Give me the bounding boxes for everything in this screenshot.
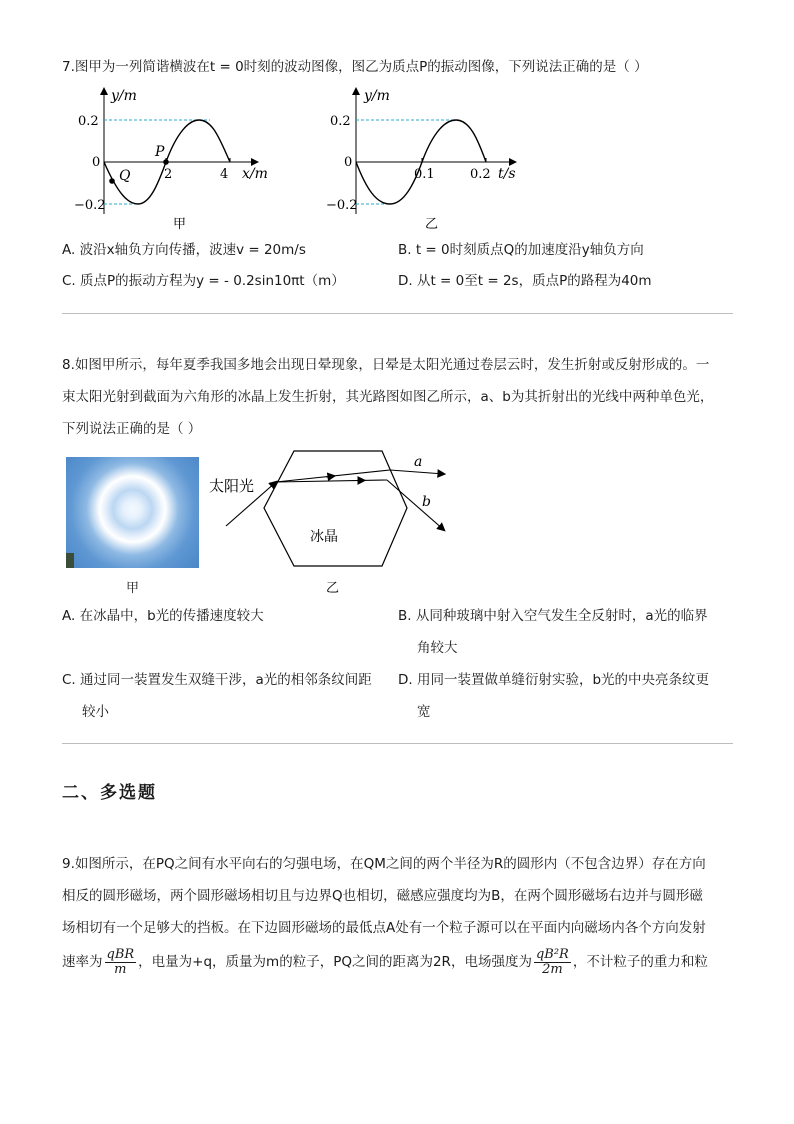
hexagon-crystal — [264, 451, 407, 566]
ray-b-label: b — [422, 494, 431, 510]
q8-stem-line3: 下列说法正确的是（ ） — [62, 421, 202, 437]
q9-line3: 场相切有一个足够大的挡板。在下边圆形磁场的最低点A处有一个粒子源可以在平面内向磁场内各个方向发射 — [62, 920, 706, 936]
q7-option-d[interactable]: D. 从t = 0至t = 2s，质点P的路程为40m — [398, 273, 652, 289]
wave-graph-a — [74, 84, 288, 234]
q7-option-c[interactable]: C. 质点P的振动方程为y = - 0.2sin10πt（m） — [62, 273, 345, 289]
fraction-field-numerator: qB²R — [535, 946, 569, 962]
q8-option-c[interactable]: C. 通过同一装置发生双缝干涉，a光的相邻条纹间距 — [62, 672, 372, 688]
fraction-field-denominator: 2m — [542, 961, 563, 977]
y-axis-label: y/m — [364, 88, 390, 104]
y-axis-label: y/m — [111, 88, 137, 104]
divider — [62, 313, 733, 314]
q8-option-b-cont: 角较大 — [417, 640, 458, 656]
section-heading: 二、多选题 — [62, 783, 157, 803]
q9-line4 — [62, 946, 708, 978]
tick-y-top: 0.2 — [78, 114, 99, 129]
q8-stem-line1: 8.如图甲所示，每年夏季我国多地会出现日晕现象，日晕是太阳光通过卷层云时，发生折射或反射形成的。一 — [62, 357, 710, 373]
q7-option-b[interactable]: B. t = 0时刻质点Q的加速度沿y轴负方向 — [398, 242, 644, 258]
label-p: P — [155, 144, 165, 160]
caption-yi: 乙 — [425, 217, 439, 232]
fraction-speed — [105, 948, 137, 977]
q8-option-c-cont: 较小 — [82, 704, 109, 720]
tick-x-02: 0.2 — [470, 167, 491, 182]
q9-line4-part-c: ，不计粒子的重力和粒 — [572, 954, 708, 970]
tick-x-01: 0.1 — [414, 167, 435, 182]
exit-ray-b — [387, 480, 444, 530]
tick-x-2: 2 — [164, 167, 173, 182]
exit-ray-a — [390, 470, 444, 474]
q9-line4-part-a: 速率为 — [62, 954, 103, 970]
x-axis-label: x/m — [242, 166, 268, 182]
vibration-graph-b — [324, 84, 534, 234]
tick-y-bottom: −0.2 — [326, 198, 358, 213]
sunlight-label: 太阳光 — [209, 477, 255, 495]
label-q: Q — [119, 168, 131, 184]
crystal-label: 冰晶 — [310, 529, 338, 545]
divider — [62, 743, 733, 744]
tick-y-zero: 0 — [344, 155, 353, 170]
caption-yi: 乙 — [326, 581, 340, 596]
q9-line2: 相反的圆形磁场，两个圆形磁场相切且与边界Q也相切，磁感应强度均为B，在两个圆形磁场右边并与圆形磁 — [62, 888, 703, 904]
q8-option-b[interactable]: B. 从同种玻璃中射入空气发生全反射时，a光的临界 — [398, 608, 708, 624]
fraction-field — [534, 948, 571, 977]
caption-jia: 甲 — [126, 581, 140, 596]
q7-stem: 7.图甲为一列简谐横波在t = 0时刻的波动图像，图乙为质点P的振动图像，下列说法正确的是（ ） — [62, 59, 648, 75]
ray-a-label: a — [414, 454, 423, 470]
q8-option-a[interactable]: A. 在冰晶中，b光的传播速度较大 — [62, 608, 264, 624]
q9-line4-part-b: ，电量为+q，质量为m的粒子，PQ之间的距离为2R，电场强度为 — [138, 954, 532, 970]
q7-option-a[interactable]: A. 波沿x轴负方向传播，波速v = 20m/s — [62, 242, 306, 258]
fraction-speed-denominator: m — [114, 961, 127, 977]
fraction-speed-numerator: qBR — [106, 946, 135, 962]
tick-x-4: 4 — [220, 167, 229, 182]
q9-line1: 9.如图所示，在PQ之间有水平向右的匀强电场，在QM之间的两个半径为R的圆形内（不包含边界）存在方向 — [62, 856, 706, 872]
caption-jia: 甲 — [173, 217, 187, 232]
tick-y-zero: 0 — [92, 155, 101, 170]
tick-y-bottom: −0.2 — [74, 198, 106, 213]
point-q — [109, 178, 115, 184]
q8-option-d[interactable]: D. 用同一装置做单缝衍射实验，b光的中央亮条纹更 — [398, 672, 710, 688]
q8-option-d-cont: 宽 — [417, 704, 431, 720]
halo-photo — [66, 457, 199, 568]
ice-crystal-diagram — [206, 446, 456, 596]
t-axis-label: t/s — [498, 166, 516, 182]
q8-stem-line2: 束太阳光射到截面为六角形的冰晶上发生折射，其光路图如图乙所示，a、b为其折射出的光线中两种单色光， — [62, 389, 714, 405]
halo-photo-ground — [66, 553, 74, 568]
tick-y-top: 0.2 — [330, 114, 351, 129]
